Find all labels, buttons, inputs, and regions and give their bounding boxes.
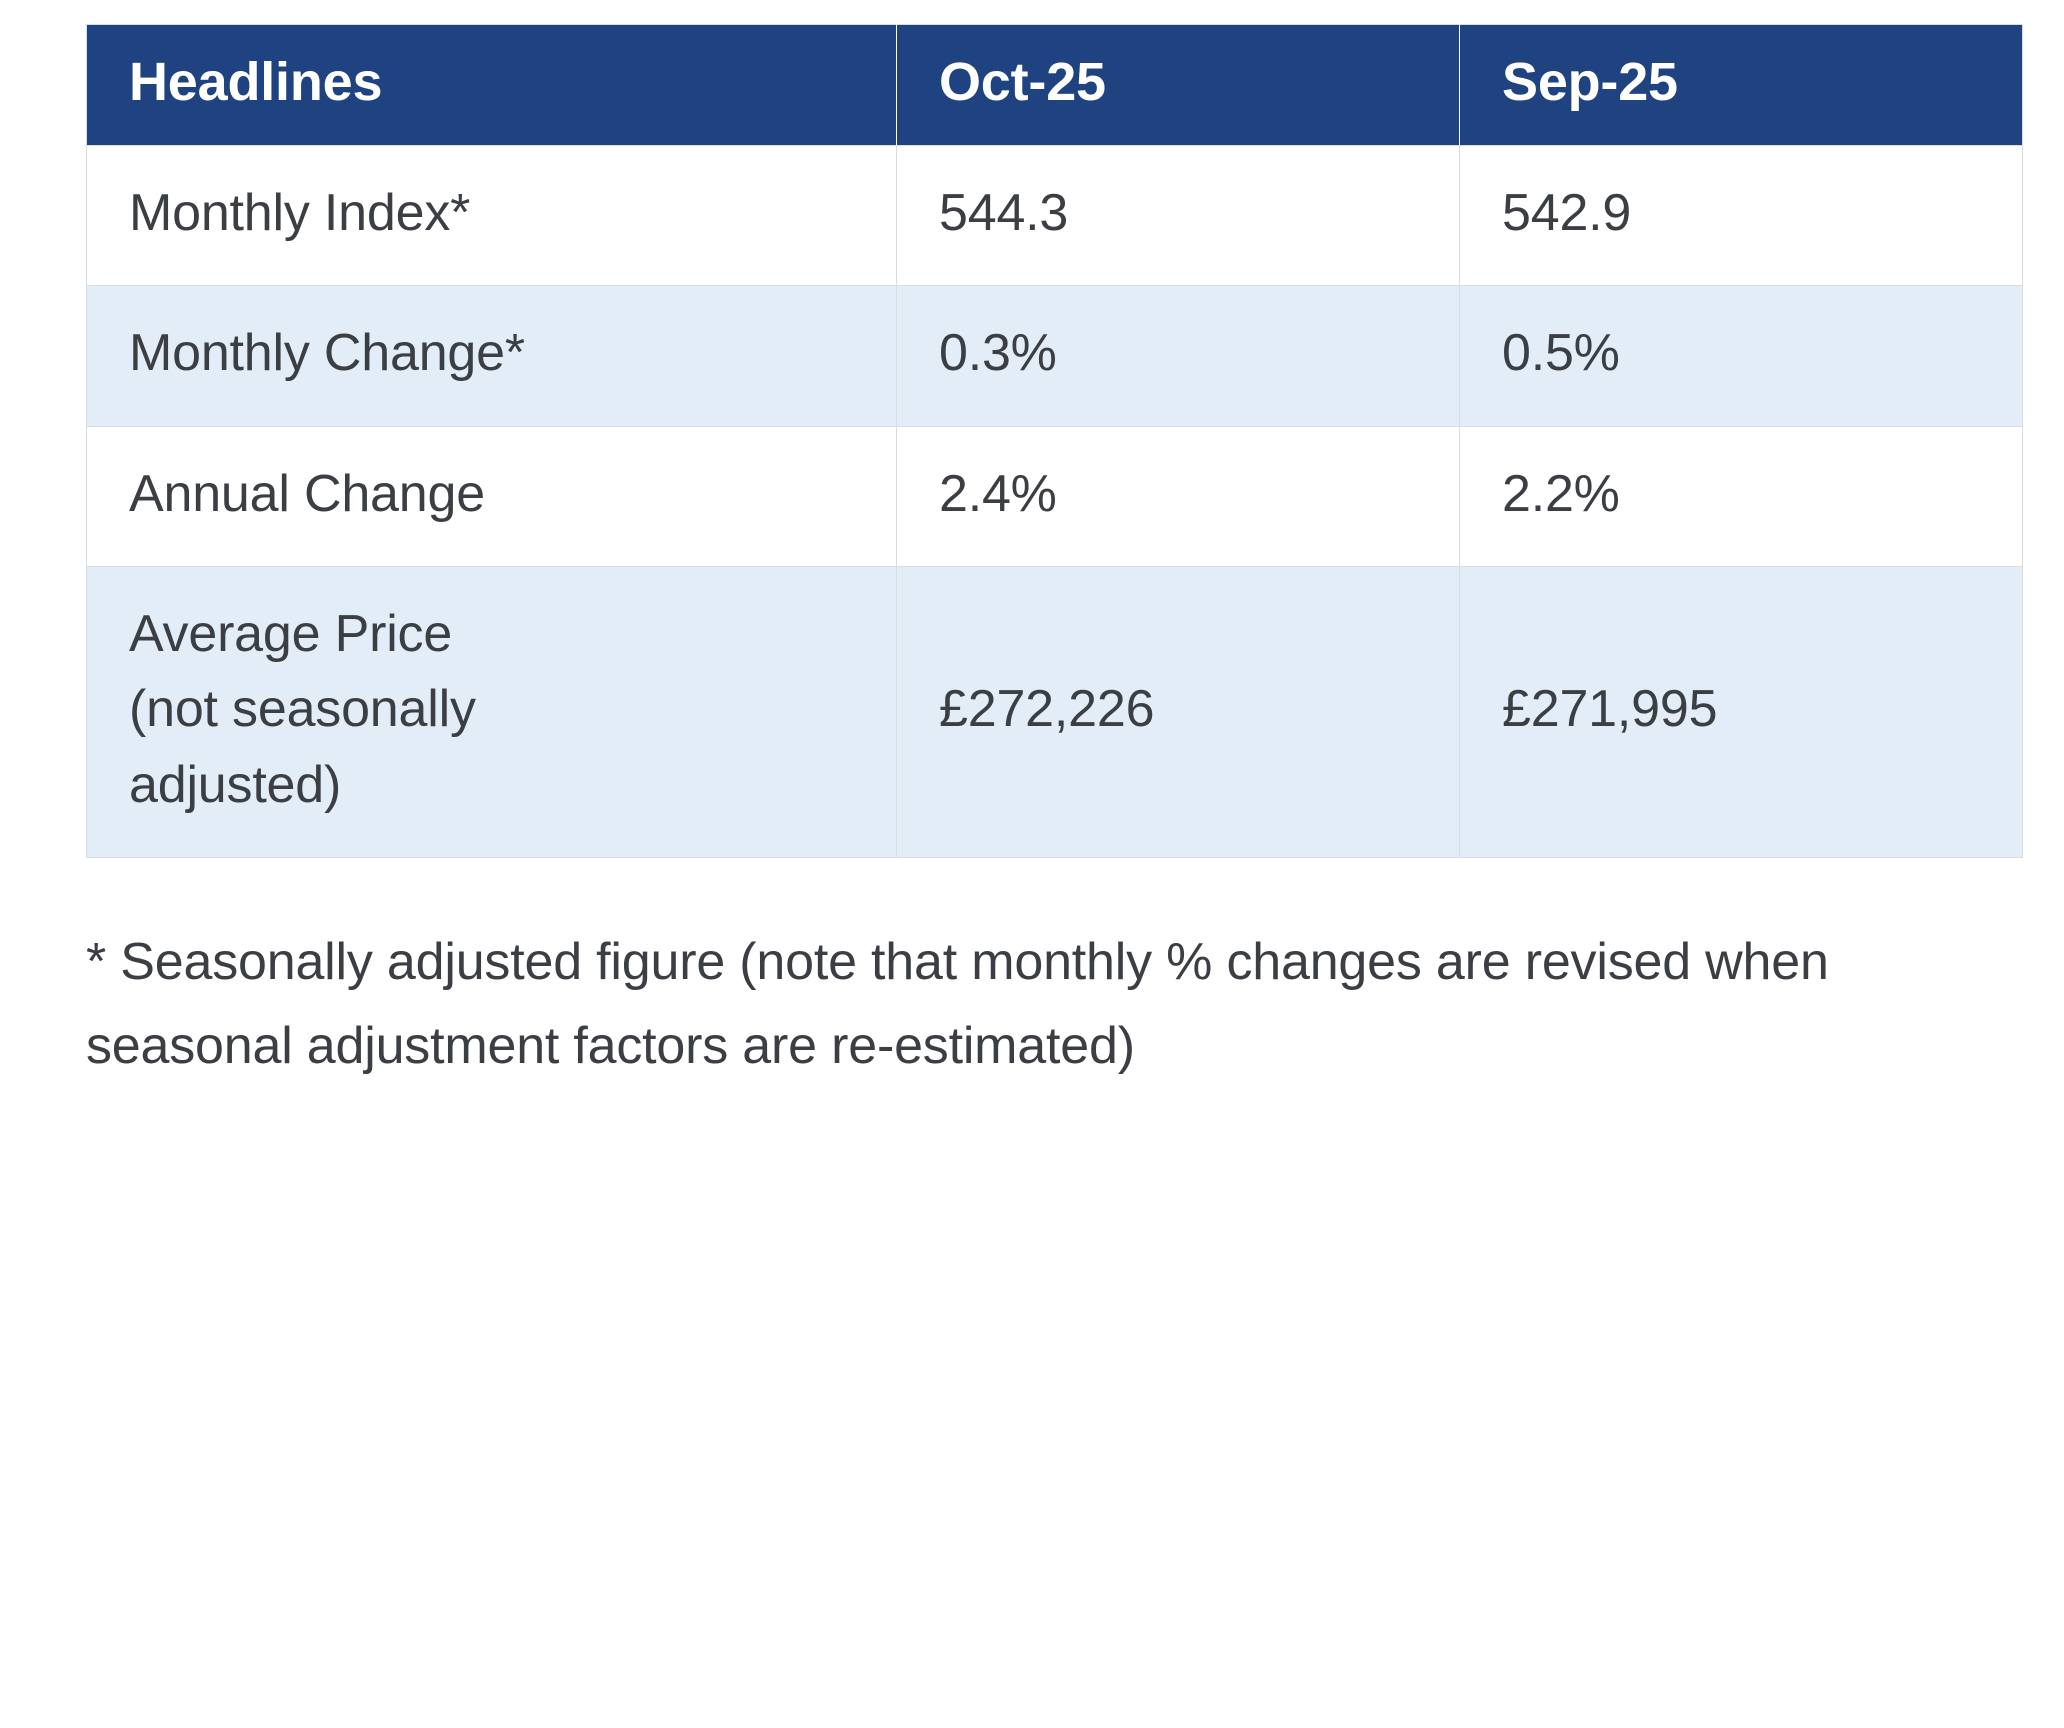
row-value-annual-change-oct: 2.4% (897, 426, 1460, 566)
row-label-average-price (87, 566, 897, 857)
table-header (87, 25, 2023, 146)
column-header-headlines: Headlines (87, 25, 897, 146)
row-label-average-price-line-3: adjusted) (129, 755, 342, 814)
row-label-average-price-line-2: (not seasonally (129, 680, 476, 739)
row-label-monthly-change: Monthly Change* (87, 286, 897, 426)
row-value-monthly-change-sep: 0.5% (1460, 286, 2023, 426)
row-value-average-price-oct: £272,226 (897, 566, 1460, 857)
headlines-table (86, 24, 2023, 858)
row-value-monthly-index-sep: 542.9 (1460, 145, 2023, 285)
row-label-average-price-line-1: Average Price (129, 604, 453, 663)
table-row (87, 145, 2023, 285)
row-value-monthly-index-oct: 544.3 (897, 145, 1460, 285)
row-value-monthly-change-oct: 0.3% (897, 286, 1460, 426)
column-header-sep-25: Sep-25 (1460, 25, 2023, 146)
table-row (87, 426, 2023, 566)
table-body (87, 145, 2023, 857)
row-label-monthly-index: Monthly Index* (87, 145, 897, 285)
row-value-average-price-sep: £271,995 (1460, 566, 2023, 857)
column-header-oct-25: Oct-25 (897, 25, 1460, 146)
table-row (87, 566, 2023, 857)
row-label-annual-change: Annual Change (87, 426, 897, 566)
table-header-row (87, 25, 2023, 146)
row-value-annual-change-sep: 2.2% (1460, 426, 2023, 566)
table-row (87, 286, 2023, 426)
table-footnote: * Seasonally adjusted figure (note that monthly % changes are revised when seasonal adjustment factors are re-estimated) (86, 933, 1829, 1076)
